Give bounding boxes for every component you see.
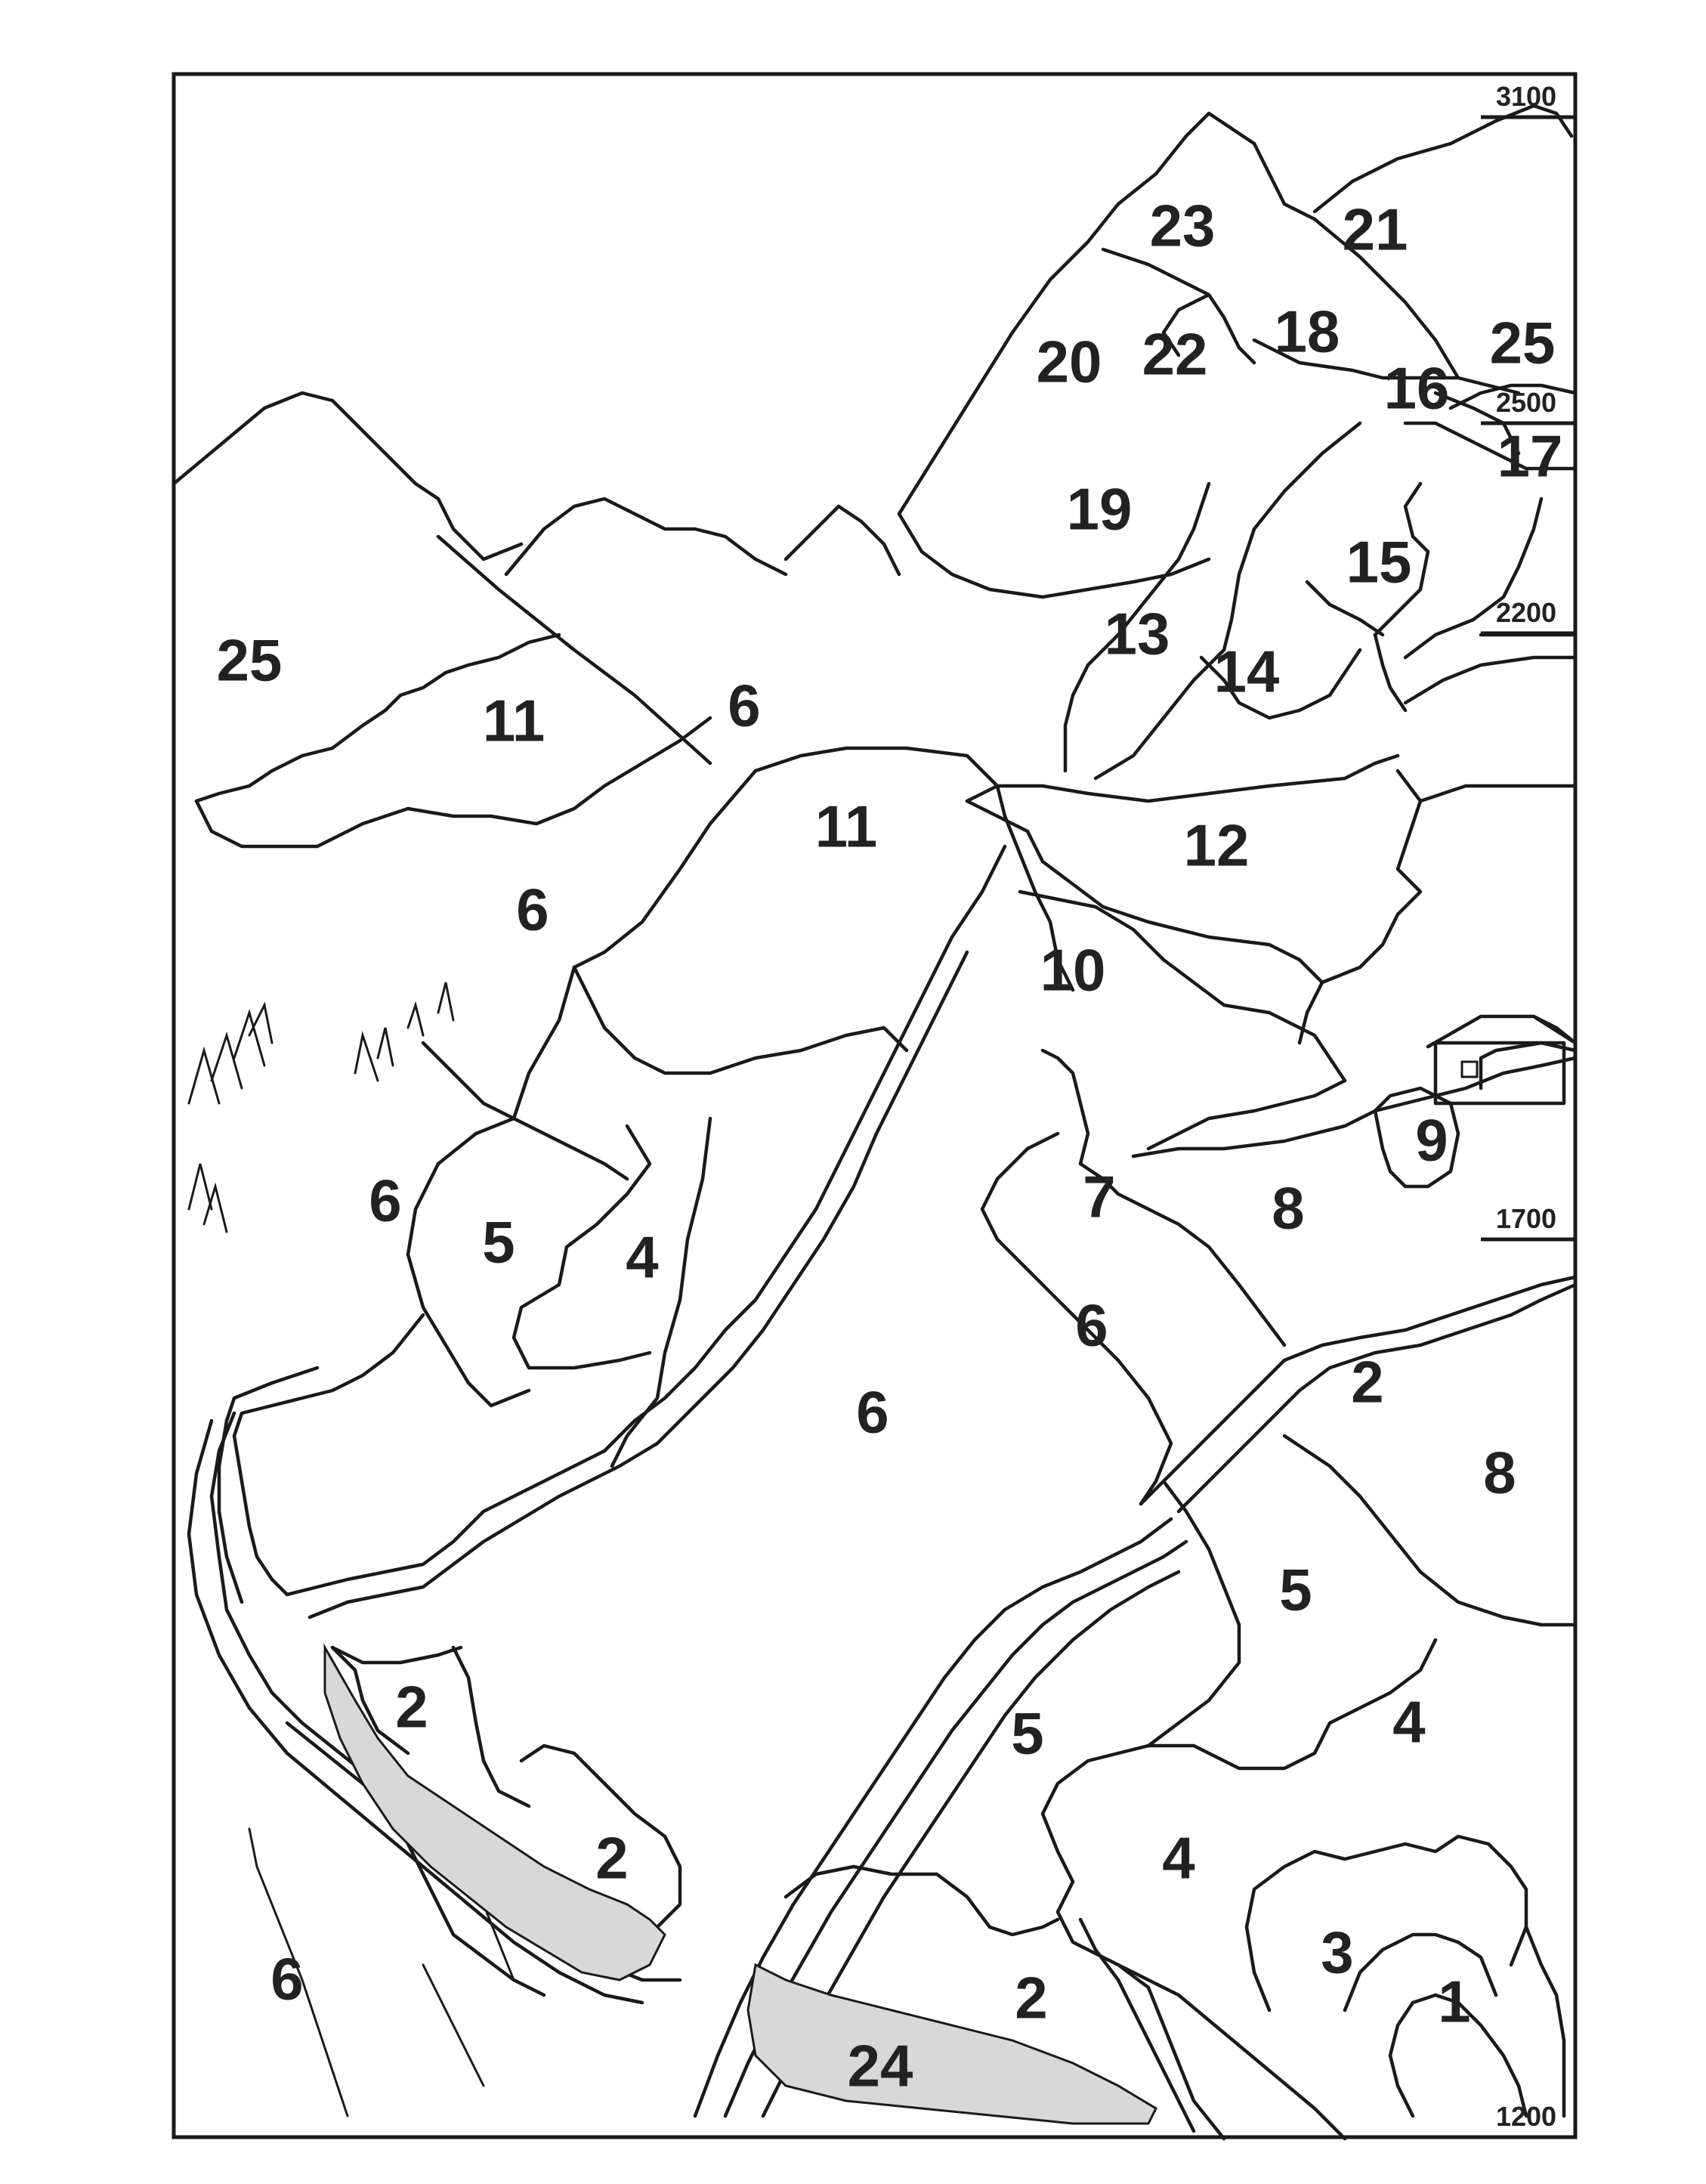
elevation-label-2200: 2200 <box>1495 597 1557 628</box>
elevation-label-1700: 1700 <box>1495 1203 1557 1234</box>
zone-label: 23 <box>1149 192 1216 259</box>
zone-label: 14 <box>1213 638 1280 705</box>
zone-label: 1 <box>1438 1968 1471 2035</box>
bush-outlines <box>1247 1836 1564 2116</box>
zone-label: 4 <box>626 1223 659 1291</box>
zone-label: 25 <box>216 626 283 694</box>
zone-label: 7 <box>1083 1163 1116 1230</box>
zone-label: 19 <box>1066 475 1133 543</box>
zone-label: 18 <box>1274 298 1340 365</box>
zone-label: 13 <box>1104 600 1170 667</box>
zone-label: 17 <box>1497 422 1563 490</box>
zone-label: 6 <box>856 1378 889 1446</box>
zone-label: 5 <box>1011 1700 1044 1767</box>
zone-label: 15 <box>1346 528 1412 595</box>
zone-label: 4 <box>1162 1824 1195 1892</box>
zone-label: 20 <box>1036 328 1102 395</box>
zone-label: 16 <box>1383 354 1450 422</box>
zone-label: 25 <box>1489 309 1556 376</box>
zone-label: 2 <box>595 1824 629 1892</box>
tree-silhouettes <box>189 982 453 1232</box>
elevation-label-3100: 3100 <box>1495 81 1557 112</box>
zone-label: 8 <box>1272 1174 1305 1242</box>
elevation-label-2500: 2500 <box>1495 387 1557 418</box>
zone-label: 21 <box>1342 196 1408 263</box>
zone-label: 11 <box>482 687 545 754</box>
zone-label: 5 <box>482 1208 515 1276</box>
zone-label: 22 <box>1142 320 1208 388</box>
zone-label: 10 <box>1040 936 1106 1004</box>
zone-label: 6 <box>1075 1292 1108 1359</box>
zone-label: 6 <box>516 876 549 943</box>
zone-label: 5 <box>1279 1556 1312 1623</box>
zone-label: 2 <box>1351 1348 1384 1415</box>
zone-label: 4 <box>1392 1688 1426 1756</box>
map-frame <box>174 74 1575 2137</box>
zone-label: 24 <box>847 2032 913 2099</box>
zone-label: 3 <box>1321 1919 1354 1986</box>
zone-label: 6 <box>728 672 761 739</box>
valley-lines <box>189 1413 680 2116</box>
zone-label: 9 <box>1415 1106 1448 1174</box>
zone-label: 6 <box>270 1945 304 2012</box>
zone-label: 2 <box>1015 1964 1048 2031</box>
zone-label: 2 <box>395 1673 428 1740</box>
zone-label: 6 <box>369 1167 402 1234</box>
zone-label: 11 <box>814 793 878 860</box>
chalet-icon <box>1428 1016 1575 1103</box>
elevation-label-1200: 1200 <box>1495 2101 1557 2132</box>
zone-label: 8 <box>1483 1439 1516 1506</box>
zone-label: 12 <box>1183 812 1250 879</box>
